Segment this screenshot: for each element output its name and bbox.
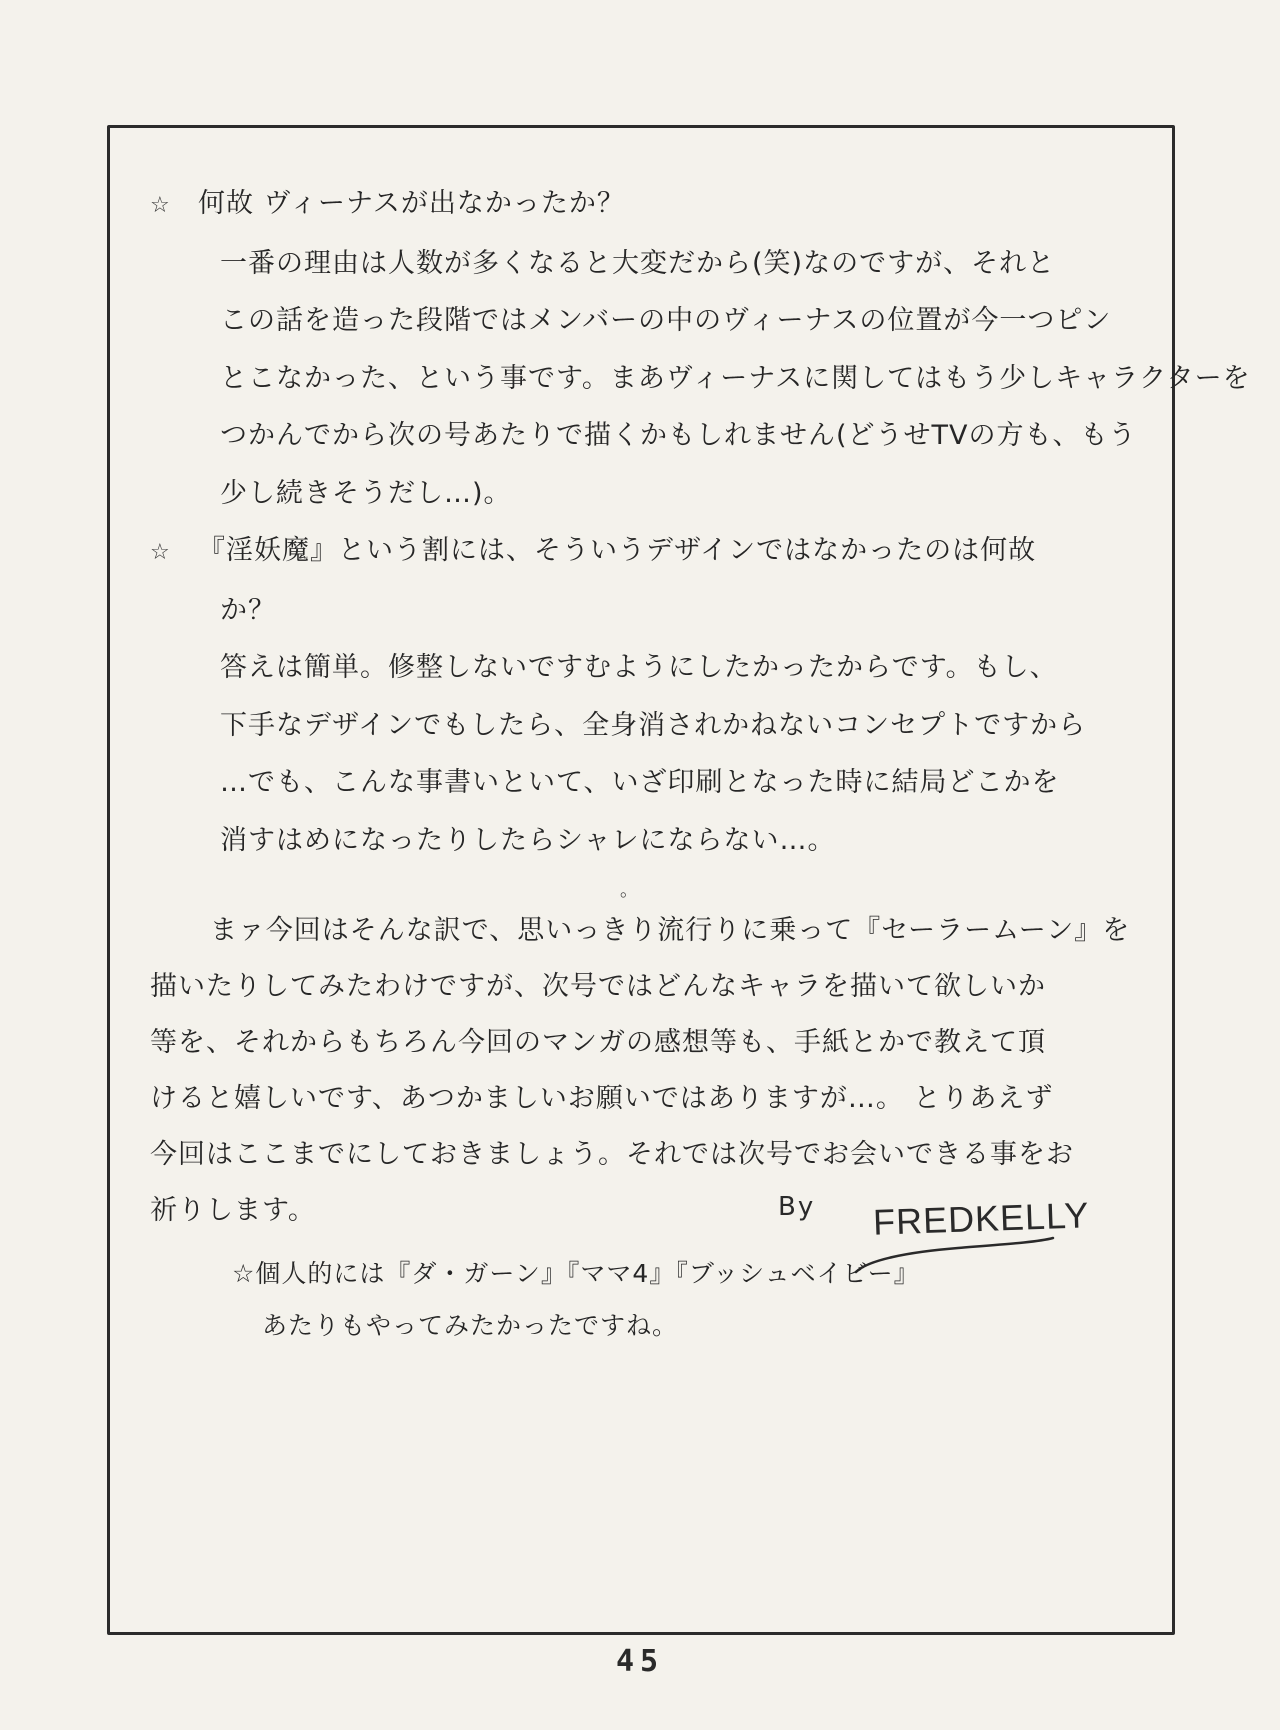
section-2-heading: ☆ 『淫妖魔』という割には、そういうデザインではなかったのは何故 [150, 522, 1150, 582]
postscript-line: ☆個人的には『ダ・ガーン』『ママ4』『ブッシュベイビー』 [232, 1259, 920, 1288]
closing-line: 祈りします。 [150, 1195, 316, 1226]
section-2-line: …でも、こんな事書いといて、いざ印刷となった時に結局どこかを [220, 767, 1060, 798]
closing-text-block [150, 903, 1150, 1239]
section-2-line: 消すはめになったりしたらシャレにならない…。 [220, 824, 836, 856]
postscript-block [232, 1248, 920, 1352]
section-2-line: 答えは簡単。修整しないですむようにしたかったからです。もし、 [220, 652, 1058, 683]
star-icon: ☆ [150, 540, 171, 565]
closing-line: 描いたりしてみたわけですが、次号ではどんなキャラを描いて欲しいか [150, 971, 1046, 1002]
section-1-heading: ☆ 何故 ヴィーナスが出なかったか？ [150, 175, 1150, 235]
closing-line: 今回はここまでにしておきましょう。それでは次号でお会いできる事をお [150, 1139, 1074, 1170]
section-1-line: 少し続きそうだし…)。 [220, 477, 512, 509]
section-1-line: 一番の理由は人数が多くなると大変だから(笑)なのですが、それと [220, 247, 1056, 279]
section-1-line: つかんでから次の号あたりで描くかもしれません(どうせTVの方も、もう [220, 420, 1137, 451]
signature-name: FREDKELLY [872, 1194, 1091, 1243]
star-icon: ☆ [150, 193, 171, 218]
section-2-line: 下手なデザインでもしたら、全身消されかねないコンセプトですから [220, 709, 1087, 741]
closing-line: 等を、それからもちろん今回のマンガの感想等も、手紙とかで教えて頂 [150, 1027, 1046, 1058]
section-1-line: この話を造った段階ではメンバーの中のヴィーナスの位置が今一つピン [220, 305, 1112, 336]
main-text-block [150, 175, 1251, 869]
signature-by: By [778, 1192, 816, 1222]
section-1-line: とこなかった、という事です。まあヴィーナスに関してはもう少しキャラクターを [220, 362, 1251, 394]
section-2-heading-cont: か？ [220, 594, 276, 626]
page-number: 45 [615, 1644, 665, 1679]
closing-line: けると嬉しいです、あつかましいお願いではありますが…。 とりあえず [150, 1083, 1054, 1114]
postscript-line: あたりもやってみたかったですね。 [262, 1311, 679, 1340]
closing-line: まァ今回はそんな訳で、思いっきり流行りに乗って『セーラームーン』を [210, 915, 1131, 946]
section-divider: 。 [620, 880, 638, 901]
star-icon: ☆ [232, 1259, 256, 1288]
